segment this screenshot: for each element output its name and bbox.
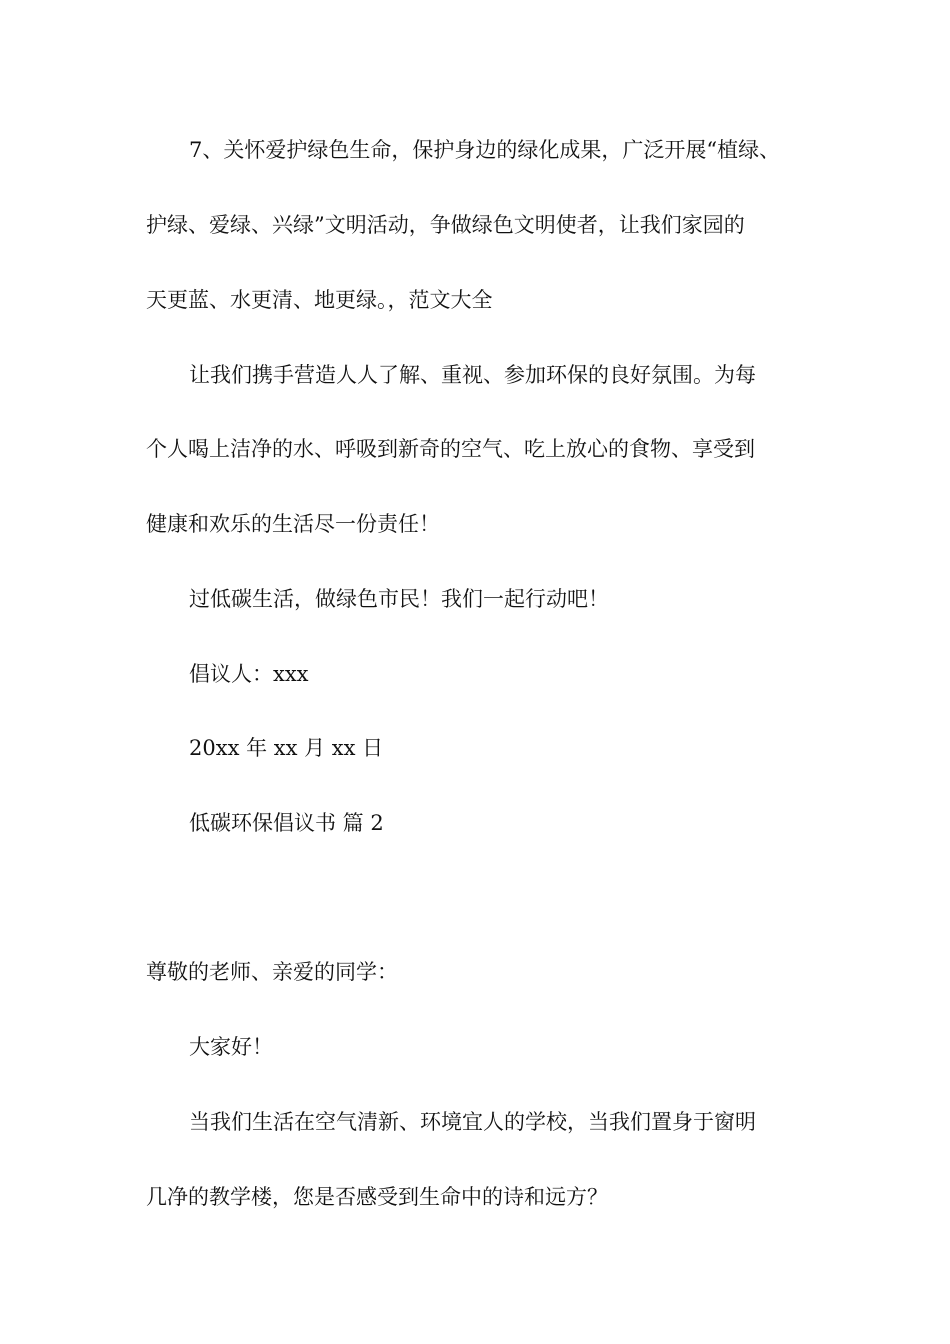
greeting: 大家好！ bbox=[189, 1035, 273, 1059]
paragraph-line: 当我们生活在空气清新、环境宜人的学校，当我们置身于窗明 bbox=[189, 1110, 756, 1134]
section-title: 低碳环保倡议书 篇 2 bbox=[189, 811, 384, 835]
paragraph-line: 7、关怀爱护绿色生命，保护身边的绿化成果，广泛开展“植绿、 bbox=[189, 138, 781, 162]
paragraph-line: 健康和欢乐的生活尽一份责任！ bbox=[146, 512, 440, 536]
paragraph-line: 过低碳生活，做绿色市民！我们一起行动吧！ bbox=[189, 587, 609, 611]
signatory-line: 倡议人：xxx bbox=[189, 662, 309, 686]
paragraph-line: 个人喝上洁净的水、呼吸到新奇的空气、吃上放心的食物、享受到 bbox=[146, 437, 755, 461]
paragraph-line: 护绿、爱绿、兴绿”文明活动，争做绿色文明使者，让我们家园的 bbox=[146, 213, 745, 237]
paragraph-line: 让我们携手营造人人了解、重视、参加环保的良好氛围。为每 bbox=[189, 363, 756, 387]
paragraph-line: 几净的教学楼，您是否感受到生命中的诗和远方？ bbox=[146, 1185, 608, 1209]
date-line: 20xx 年 xx 月 xx 日 bbox=[189, 736, 384, 760]
paragraph-line: 天更蓝、水更清、地更绿。，范文大全 bbox=[146, 288, 493, 312]
salutation: 尊敬的老师、亲爱的同学： bbox=[146, 960, 398, 984]
